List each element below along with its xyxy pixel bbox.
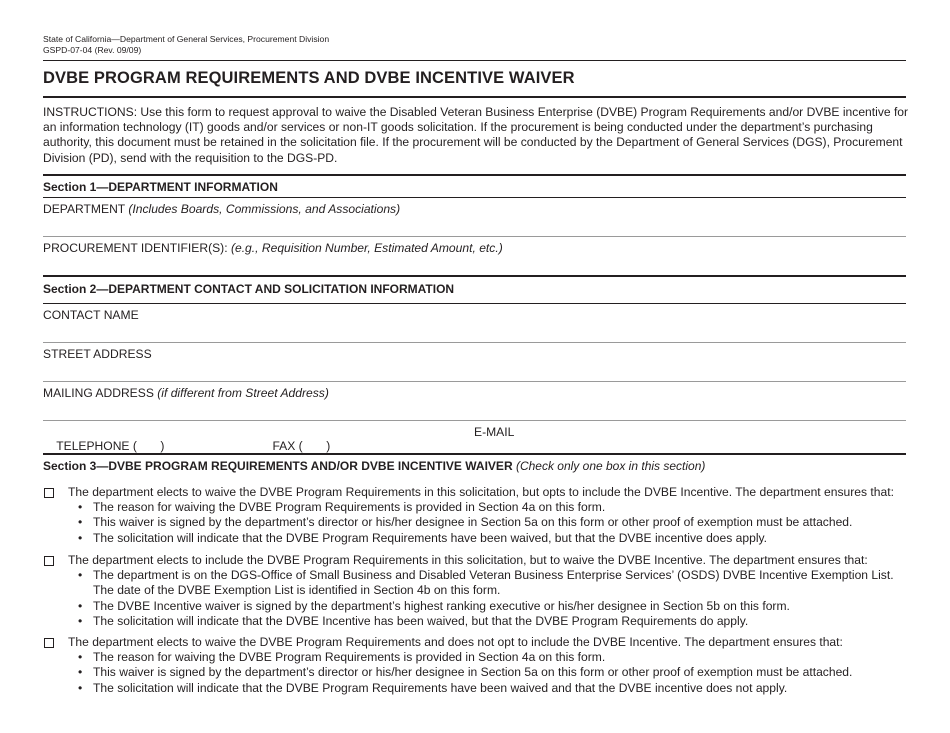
section2-heading: Section 2—DEPARTMENT CONTACT AND SOLICITATION INFORMATION	[43, 282, 455, 296]
form-title: DVBE PROGRAM REQUIREMENTS AND DVBE INCENTIVE WAIVER	[43, 69, 575, 87]
department-label: DEPARTMENT	[43, 202, 125, 216]
department-field-line	[43, 236, 906, 237]
option2-text: The department elects to include the DVBE Program Requirements in this solicitation, but to waive the DVBE Incentive. The department ensures that:	[68, 553, 868, 567]
mailing-address-label: MAILING ADDRESS	[43, 386, 154, 400]
option1-bullet: • The solicitation will indicate that the DVBE Program Requirements have been waived, but that the DVBE incentive does apply.	[68, 531, 908, 546]
option2-bullet: • The solicitation will indicate that the DVBE Incentive has been waived, but that the DVBE Program Requirements do apply.	[68, 614, 908, 629]
option3-checkbox[interactable]	[44, 638, 54, 648]
option3-bullets	[68, 650, 908, 696]
section3-heading-note: (Check only one box in this section)	[515, 459, 706, 473]
option1-bullet: • The reason for waiving the DVBE Program Requirements is provided in Section 4a on this form.	[68, 500, 908, 515]
contact-name-label: CONTACT NAME	[43, 308, 139, 322]
option2-checkbox[interactable]	[44, 556, 54, 566]
section2-top-divider	[43, 275, 906, 277]
option3-bullet: • The reason for waiving the DVBE Program Requirements is provided in Section 4a on this form.	[68, 650, 908, 665]
option1-bullet: • This waiver is signed by the department’s director or his/her designee in Section 5a on this form or other proof of exemption must be attached.	[68, 515, 908, 530]
option3-bullet: • This waiver is signed by the department’s director or his/her designee in Section 5a on this form or other proof of exemption must be attached.	[68, 665, 908, 680]
instructions: INSTRUCTIONS: Use this form to request approval to waive the Disabled Veteran Business Enterprise (DVBE) Program Requirements and/or DVBE incentive for an information technology (IT) goods and/or services or non-IT goods solicitation. If the procurement is being conducted under the department’s purchasing authority, this document must be retained in the solicitation file. If the procurement will be conducted by the Department of General Services (DGS), Procurement Division (PD), send with the requisition to the DGS-PD.	[43, 105, 909, 165]
contact-name-line	[43, 342, 906, 343]
department-note: (Includes Boards, Commissions, and Associations)	[128, 202, 401, 216]
procurement-label: PROCUREMENT IDENTIFIER(S):	[43, 241, 228, 255]
section3-heading	[43, 459, 705, 473]
section3-heading-text: Section 3—DVBE PROGRAM REQUIREMENTS AND/OR DVBE INCENTIVE WAIVER	[43, 459, 513, 473]
header-divider	[43, 60, 906, 61]
street-address-label: STREET ADDRESS	[43, 347, 152, 361]
department-field[interactable]	[43, 202, 400, 216]
section1-top-divider	[43, 174, 906, 176]
mailing-address-field[interactable]	[43, 386, 329, 400]
street-address-field[interactable]	[43, 347, 152, 361]
option1-text: The department elects to waive the DVBE Program Requirements in this solicitation, but opts to include the DVBE Incentive. The department ensures that:	[68, 485, 894, 499]
option3-text: The department elects to waive the DVBE Program Requirements and does not opt to include the DVBE Incentive. The department ensures that:	[68, 635, 843, 649]
option2-bullets	[68, 568, 908, 629]
form-header	[43, 34, 329, 56]
option3-bullet: • The solicitation will indicate that the DVBE Program Requirements have been waived and that the DVBE incentive does not apply.	[68, 681, 908, 696]
section3-top-divider	[43, 453, 906, 455]
option2-bullet: • The DVBE Incentive waiver is signed by the department’s highest ranking executive or his/her designee in Section 5b on this form.	[68, 599, 908, 614]
section1-heading: Section 1—DEPARTMENT INFORMATION	[43, 180, 278, 194]
contact-name-field[interactable]	[43, 308, 139, 322]
mailing-address-line	[43, 420, 906, 421]
telephone-label: TELEPHONE ( )	[56, 439, 165, 453]
option1-checkbox[interactable]	[44, 488, 54, 498]
mailing-address-note: (if different from Street Address)	[157, 386, 329, 400]
email-field[interactable]	[474, 425, 514, 439]
section1-heading-divider	[43, 197, 906, 198]
option1-bullets	[68, 500, 908, 546]
fax-label: FAX ( )	[272, 439, 331, 453]
street-address-line	[43, 381, 906, 382]
option3	[68, 635, 908, 696]
procurement-identifier-field[interactable]	[43, 241, 503, 255]
option2	[68, 553, 908, 629]
title-divider	[43, 96, 906, 98]
form-number: GSPD-07-04 (Rev. 09/09)	[43, 45, 142, 55]
option2-bullet: • The department is on the DGS-Office of Small Business and Disabled Veteran Business Enterprise Services’ (OSDS) DVBE Incentive Exemption List. The date of the DVBE Exemption List is identified in Section 4b on this form.	[68, 568, 908, 598]
section2-heading-divider	[43, 303, 906, 304]
agency-name: State of California—Department of General Services, Procurement Division	[43, 34, 330, 44]
email-label: E-MAIL	[474, 425, 515, 439]
option1	[68, 485, 908, 546]
procurement-note: (e.g., Requisition Number, Estimated Amount, etc.)	[230, 241, 503, 255]
